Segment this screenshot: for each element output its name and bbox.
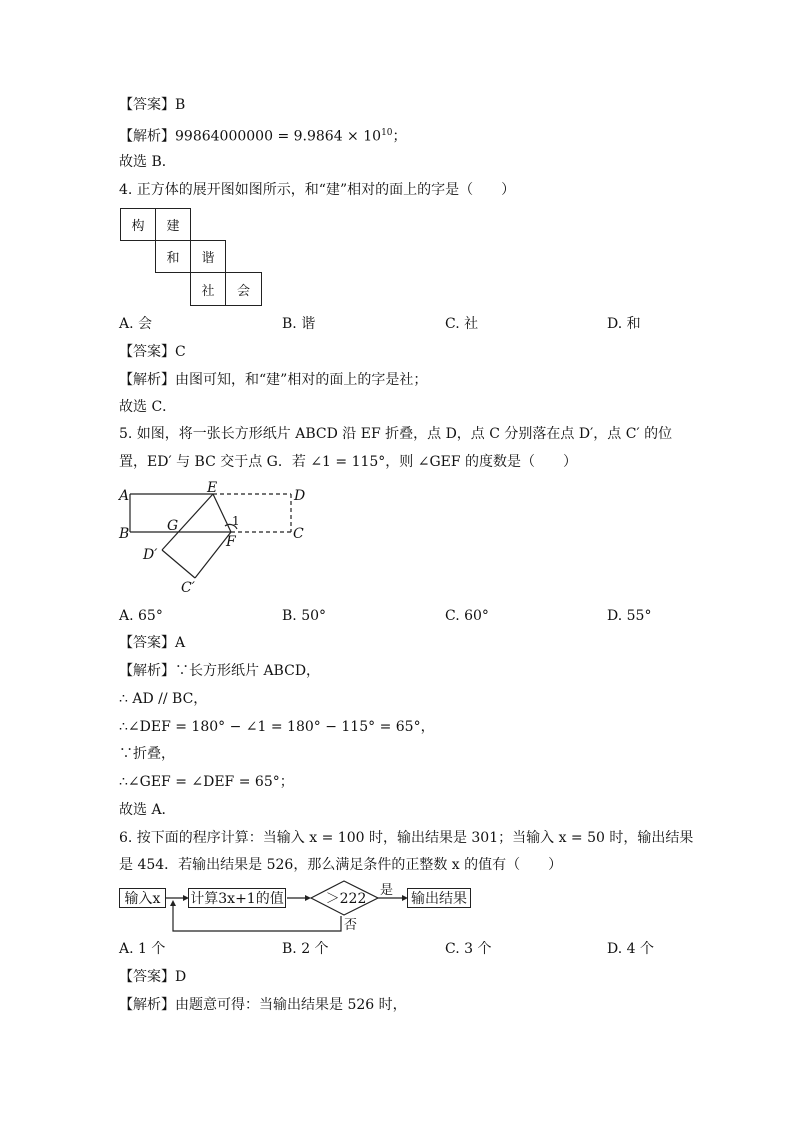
folding-figure	[115, 480, 315, 598]
option-d: D. 和	[607, 316, 641, 332]
input-box: 输入x	[119, 888, 166, 908]
answer-line	[119, 967, 186, 987]
analysis-label: 【解析】	[119, 663, 175, 679]
question-6-stem-1: 6. 按下面的程序计算：当输入 x = 100 时，输出结果是 301；当输入 x = 50 时，输出结果	[119, 830, 694, 846]
analysis-end: ；	[392, 128, 407, 145]
answer-line	[119, 95, 185, 115]
answer-label: 【答案】	[119, 635, 175, 651]
answer-label: 【答案】	[119, 969, 175, 985]
question-5-stem-2: 置，ED′ 与 BC 交于点 G．若 ∠1 = 115°，则 ∠GEF 的度数是（ ）	[119, 454, 578, 470]
conclusion-line: 故选 B．	[119, 154, 176, 170]
label-e: E	[207, 480, 218, 496]
option-a: A. 1 个	[119, 941, 166, 957]
net-cell: 社	[190, 272, 226, 306]
net-cell: 构	[120, 208, 156, 241]
option-d: D. 4 个	[607, 941, 654, 957]
analysis-exp: 10	[381, 128, 393, 138]
option-a: A. 65°	[119, 608, 163, 624]
option-c: C. 3 个	[445, 941, 492, 957]
option-d: D. 55°	[607, 608, 652, 624]
analysis-label: 【解析】	[119, 128, 175, 145]
answer-line	[119, 633, 185, 653]
analysis-line	[119, 370, 427, 390]
no-label: 否	[344, 918, 358, 933]
question-6-stem-2: 是 454．若输出结果是 526，那么满足条件的正整数 x 的值有（ ）	[119, 857, 563, 873]
net-cell: 谐	[190, 240, 226, 273]
conclusion-line: 故选 A．	[119, 802, 176, 818]
option-c: C. 60°	[445, 608, 489, 624]
conclusion-line: 故选 C．	[119, 399, 177, 415]
label-d-prime: D′	[143, 547, 158, 563]
label-f: F	[226, 534, 236, 550]
analysis-text: ∵长方形纸片 ABCD，	[175, 663, 321, 679]
analysis-line	[119, 123, 407, 147]
analysis-line	[119, 995, 407, 1015]
analysis-line: ∴∠GEF = ∠DEF = 65°；	[119, 774, 294, 790]
net-cell: 会	[225, 272, 262, 306]
label-c-prime: C′	[181, 580, 195, 596]
net-cell: 和	[155, 240, 191, 273]
analysis-line: ∵折叠，	[119, 746, 175, 762]
answer-value: A	[175, 635, 186, 651]
question-5-stem-1: 5. 如图，将一张长方形纸片 ABCD 沿 EF 折叠，点 D，点 C 分别落在点 D′，点 C′ 的位	[119, 426, 673, 442]
answer-line	[119, 342, 186, 362]
analysis-text: 由图可知，和“建”相对的面上的字是社；	[175, 372, 428, 388]
analysis-rhs: = 9.9864 × 10	[277, 128, 382, 145]
option-b: B. 2 个	[282, 941, 329, 957]
answer-value: C	[175, 344, 186, 360]
decision-label: ＞222	[325, 891, 367, 907]
analysis-line	[119, 661, 320, 681]
analysis-line: ∴ AD // BC，	[119, 691, 208, 707]
output-box: 输出结果	[407, 888, 471, 908]
answer-value: B	[175, 97, 186, 113]
option-b: B. 50°	[282, 608, 327, 624]
analysis-text: 由题意可得：当输出结果是 526 时，	[175, 997, 407, 1013]
label-c: C	[293, 526, 304, 542]
net-cell: 建	[155, 208, 191, 241]
analysis-label: 【解析】	[119, 997, 175, 1013]
label-b: B	[119, 526, 130, 542]
label-d: D	[294, 488, 306, 504]
label-a: A	[119, 488, 130, 504]
option-c: C. 社	[445, 316, 479, 332]
analysis-label: 【解析】	[119, 372, 175, 388]
question-4-stem: 4. 正方体的展开图如图所示，和“建”相对的面上的字是（ ）	[119, 182, 516, 198]
compute-box: 计算3x+1的值	[188, 888, 286, 908]
answer-label: 【答案】	[119, 97, 175, 113]
option-a: A. 会	[119, 316, 153, 332]
label-g: G	[167, 518, 179, 534]
analysis-line: ∴∠DEF = 180° − ∠1 = 180° − 115° = 65°，	[119, 719, 435, 735]
option-b: B. 谐	[282, 316, 316, 332]
yes-label: 是	[380, 883, 394, 898]
analysis-lhs: 99864000000	[175, 128, 273, 145]
answer-value: D	[175, 969, 187, 985]
answer-label: 【答案】	[119, 344, 175, 360]
label-angle-1: 1	[232, 514, 240, 528]
